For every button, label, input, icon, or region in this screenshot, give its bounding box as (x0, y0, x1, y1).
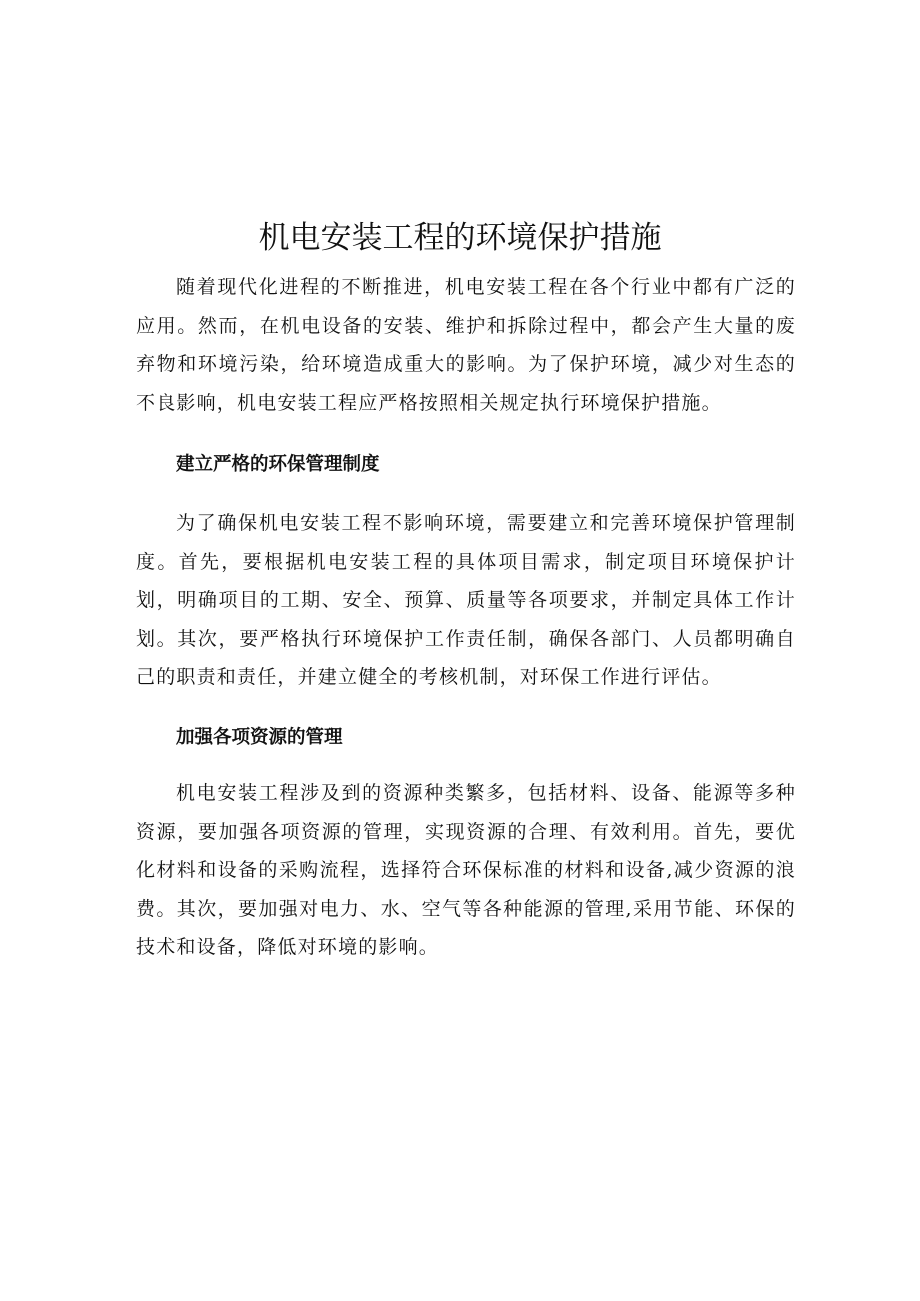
section-heading-resource-management: 加强各项资源的管理 (176, 727, 343, 748)
section-paragraph-management-system: 为了确保机电安装工程不影响环境，需要建立和完善环境保护管理制度。首先，要根据机电安装工程的具体项目需求，制定项目环境保护计划，明确项目的工期、安全、预算、质量等各项要求，并制定具体工作计划。其次，要严格执行环境保护工作责任制，确保各部门、人员都明确自己的职责和责任，并建立健全的考核机制，对环保工作进行评估。 (136, 512, 796, 688)
document-title: 机电安装工程的环境保护措施 (258, 220, 662, 256)
section-paragraph-resource-management: 机电安装工程涉及到的资源种类繁多，包括材料、设备、能源等多种资源，要加强各项资源的管理，实现资源的合理、有效利用。首先，要优化材料和设备的采购流程，选择符合环保标准的材料和设备,减少资源的浪费。其次，要加强对电力、水、空气等各种能源的管理,采用节能、环保的技术和设备，降低对环境的影响。 (136, 782, 796, 958)
intro-paragraph: 随着现代化进程的不断推进，机电安装工程在各个行业中都有广泛的应用。然而，在机电设备的安装、维护和拆除过程中，都会产生大量的废弃物和环境污染，给环境造成重大的影响。为了保护环境，减少对生态的不良影响，机电安装工程应严格按照相关规定执行环境保护措施。 (136, 276, 796, 414)
section-heading-management-system: 建立严格的环保管理制度 (176, 454, 380, 475)
